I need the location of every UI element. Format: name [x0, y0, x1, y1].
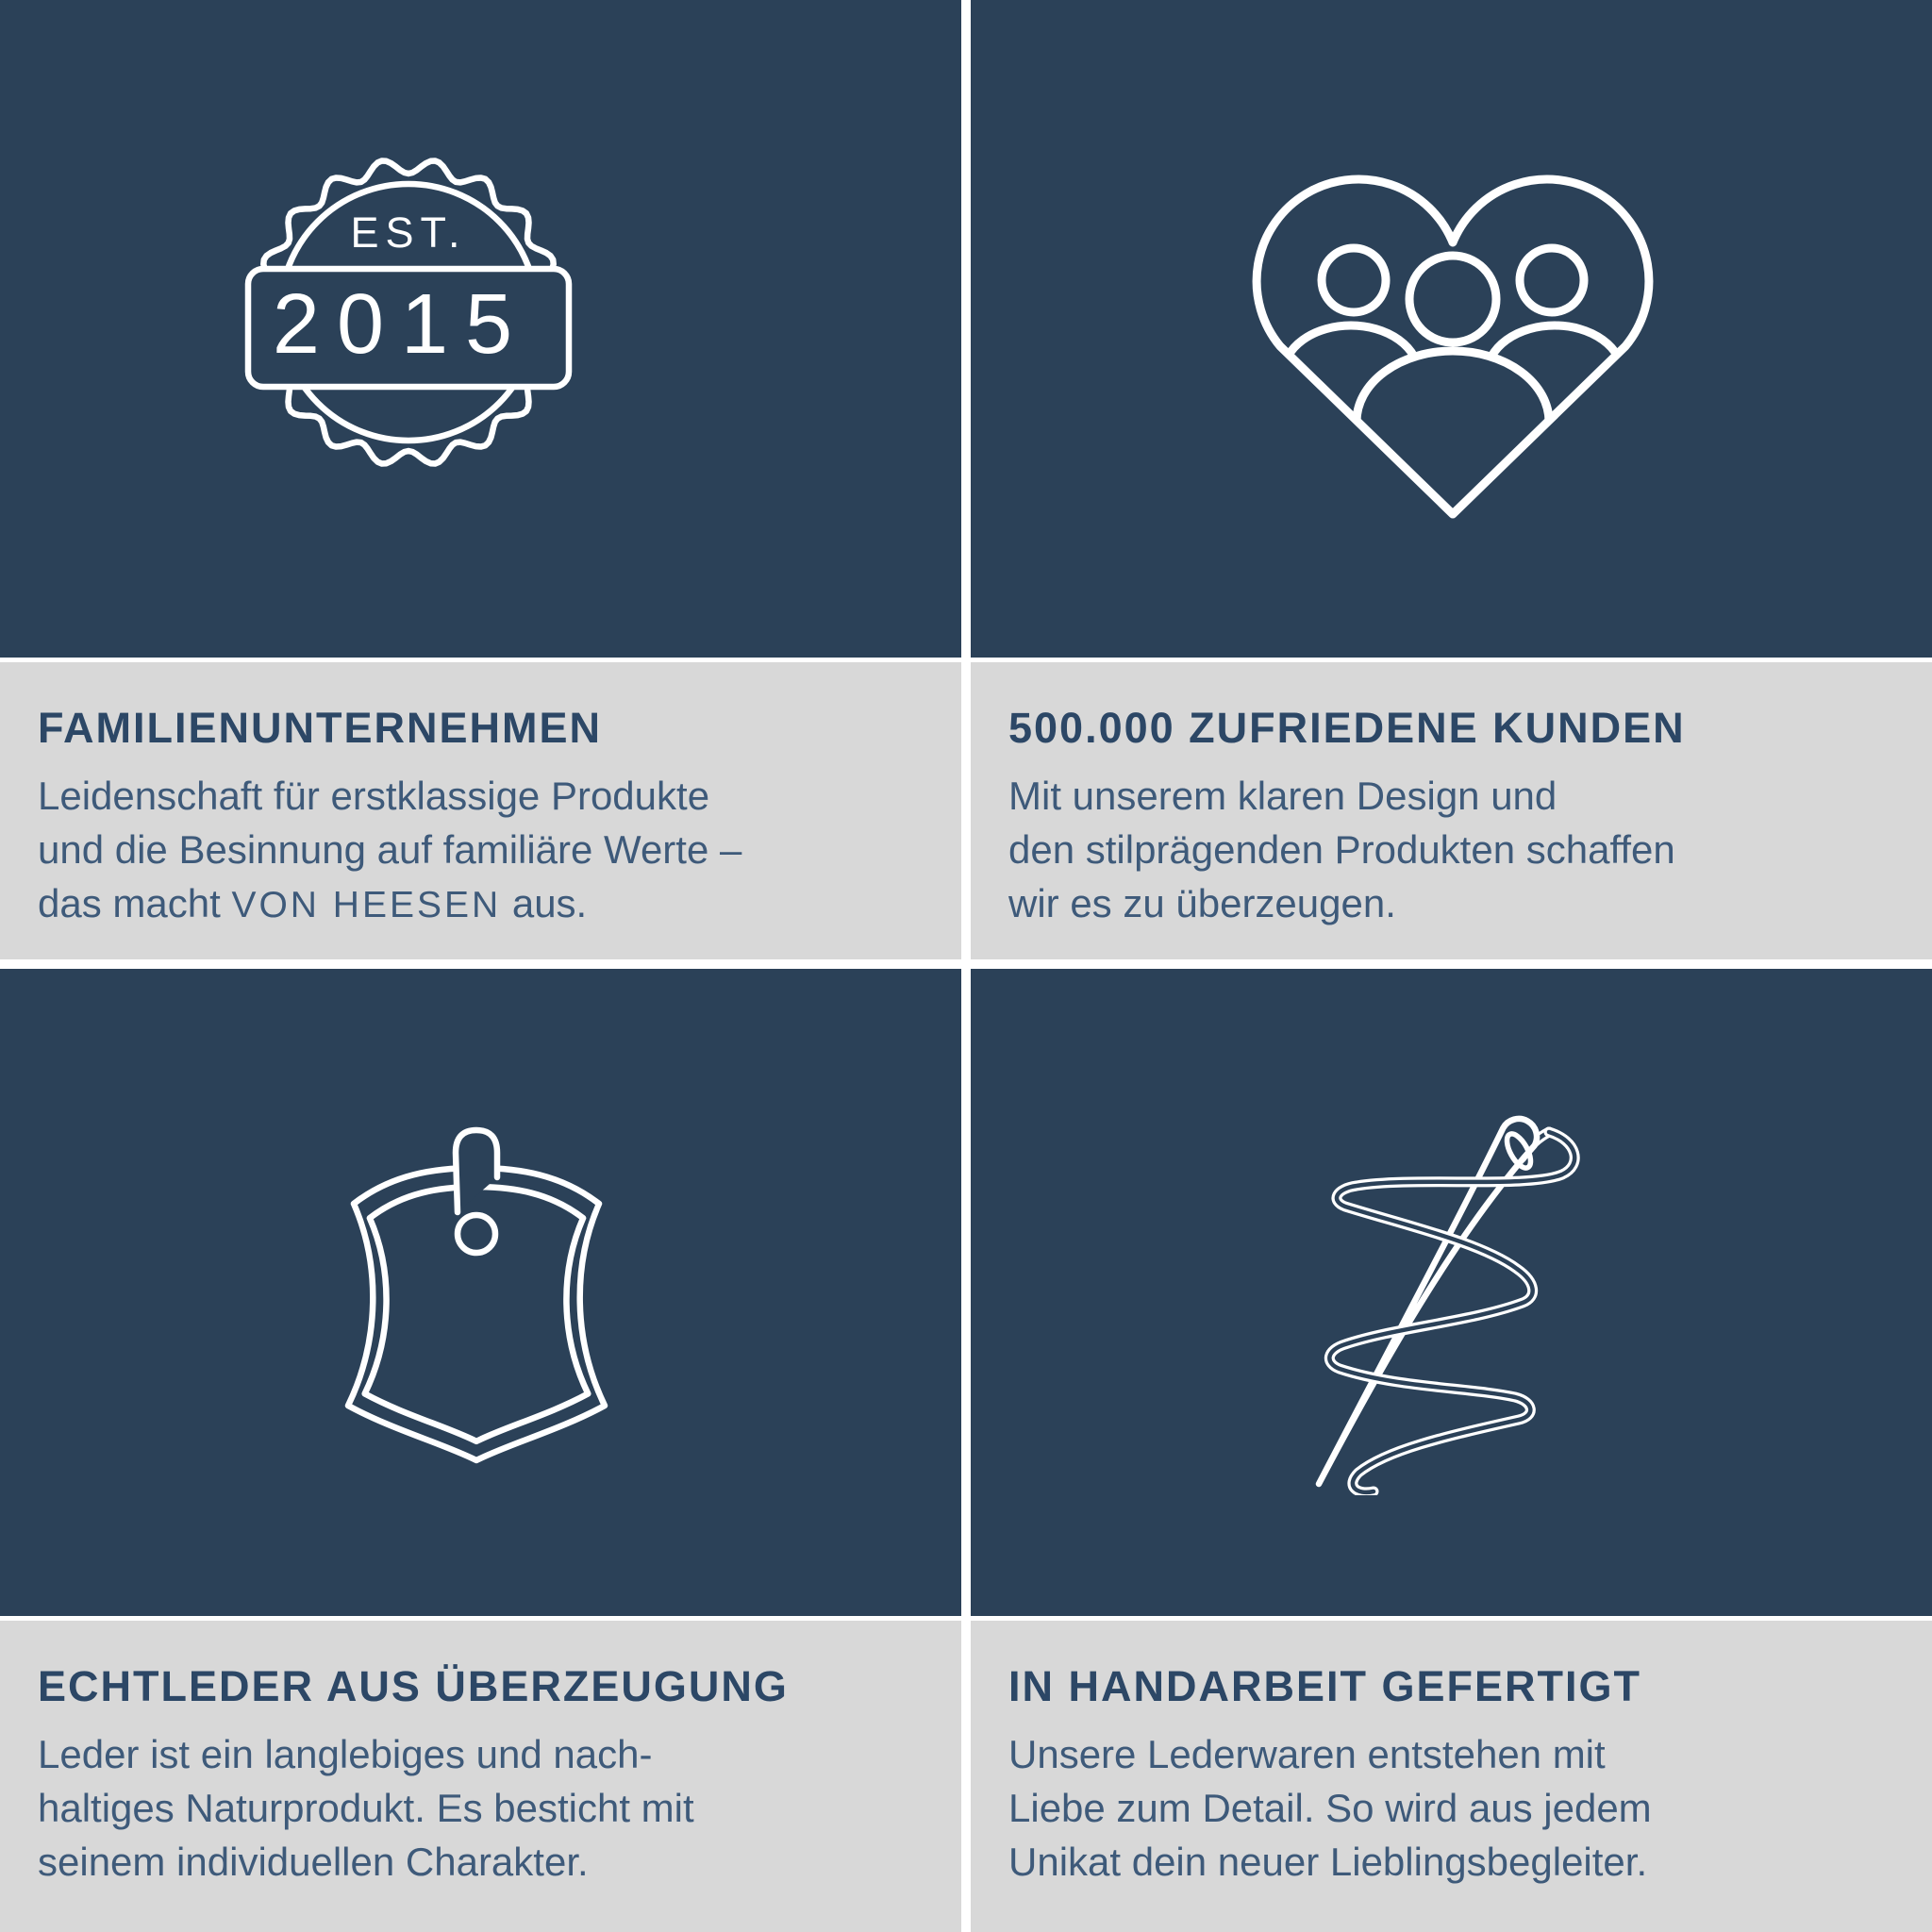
card-zufriedene-kunden — [971, 0, 1932, 959]
card-body — [38, 1727, 933, 1889]
body-line: Unikat dein neuer Lieblingsbegleiter. — [1008, 1840, 1648, 1885]
body-line: haltiges Naturprodukt. Es besticht mit — [38, 1786, 694, 1831]
card-body — [1008, 1727, 1904, 1889]
est-2015-badge-icon — [220, 114, 597, 510]
card-heading: 500.000 ZUFRIEDENE KUNDEN — [1008, 704, 1686, 752]
body-line: und die Besinnung auf familiäre Werte – — [38, 827, 742, 873]
body-line: Leder ist ein langlebiges und nach- — [38, 1732, 653, 1777]
badge-est-label: EST. — [350, 208, 467, 257]
leather-hide-icon — [316, 1123, 637, 1481]
body-line: Leidenschaft für erstklassige Produkte — [38, 774, 710, 819]
card-heading: IN HANDARBEIT GEFERTIGT — [1008, 1662, 1641, 1710]
card-body — [38, 769, 933, 932]
text-panel-echtleder — [0, 1621, 961, 1932]
text-panel-familienunternehmen — [0, 662, 961, 959]
text-panel-kunden — [971, 662, 1932, 959]
card-handarbeit — [971, 969, 1932, 1932]
hide-icon-panel — [0, 969, 961, 1616]
heart-icon-panel — [971, 0, 1932, 658]
brand-name: VON HEESEN — [231, 885, 502, 926]
badge-icon-panel — [0, 0, 961, 658]
family-heart-icon — [1248, 167, 1657, 522]
body-line: das macht VON HEESEN aus. — [38, 881, 588, 926]
card-familienunternehmen — [0, 0, 961, 959]
card-heading: FAMILIENUNTERNEHMEN — [38, 704, 602, 752]
body-line: Liebe zum Detail. So wird aus jedem — [1008, 1786, 1652, 1831]
card-body — [1008, 769, 1904, 930]
body-line: Mit unserem klaren Design und — [1008, 774, 1557, 819]
needle-thread-icon — [1302, 1099, 1594, 1495]
body-line: Unsere Lederwaren entstehen mit — [1008, 1732, 1606, 1777]
body-line: seinem individuellen Charakter. — [38, 1840, 589, 1885]
body-line: wir es zu überzeugen. — [1008, 881, 1396, 926]
card-echtleder — [0, 969, 961, 1932]
body-line: den stilprägenden Produkten schaffen — [1008, 827, 1675, 873]
text-panel-handarbeit — [971, 1621, 1932, 1932]
card-heading: ECHTLEDER AUS ÜBERZEUGUNG — [38, 1662, 789, 1710]
needle-icon-panel — [971, 969, 1932, 1616]
badge-year-label: 2015 — [272, 277, 530, 372]
